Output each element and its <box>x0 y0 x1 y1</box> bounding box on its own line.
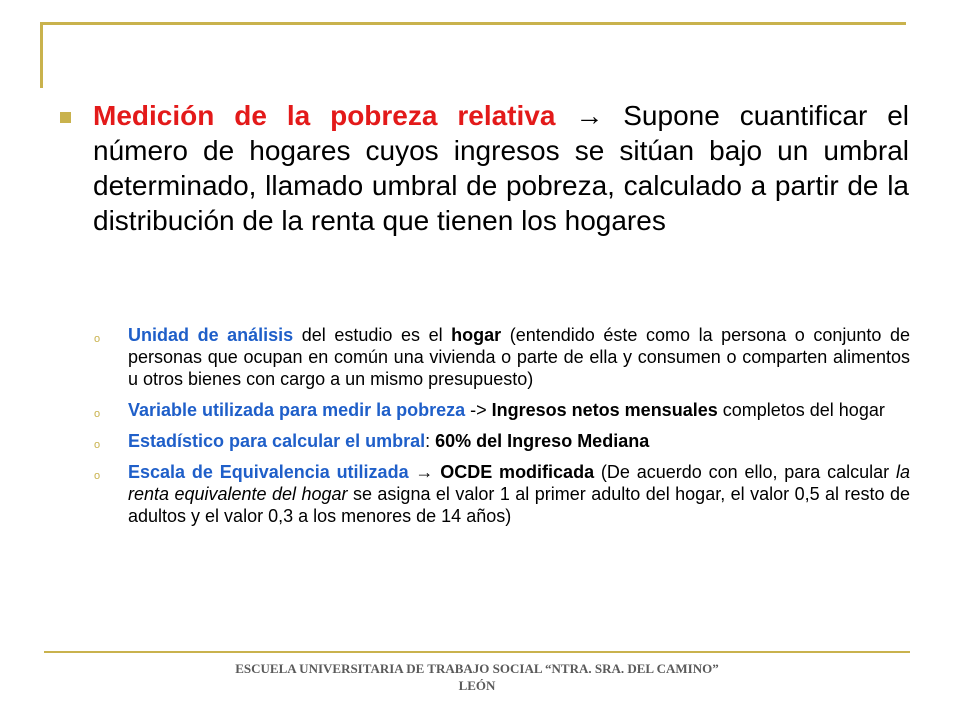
main-heading: Medición de la pobreza relativa <box>93 100 556 131</box>
item-label: Variable utilizada para medir la pobreza <box>128 400 466 420</box>
main-description: Supone cuantificar el número de hogares cuyos ingresos se sitúan bajo un umbral determinado, llamado umbral de pobreza, calculado a partir de la distribución de la renta que tienen los hogares <box>93 100 910 236</box>
circle-bullet-icon: o <box>94 333 101 345</box>
main-bullet <box>60 98 910 238</box>
item-bold: Ingresos netos mensuales <box>491 400 718 420</box>
item-text: : <box>425 431 436 451</box>
item-text: del estudio es el <box>293 325 452 345</box>
item-label: Estadístico para calcular el umbral <box>128 431 426 451</box>
list-item <box>94 324 910 390</box>
list-item <box>94 430 910 452</box>
item-label: Unidad de análisis <box>128 325 294 345</box>
circle-bullet-icon: o <box>94 439 101 451</box>
item-text: (De acuerdo con ello, para calcular <box>594 462 896 482</box>
top-border-line <box>40 22 906 25</box>
item-bold: hogar <box>451 325 502 345</box>
item-italic: la renta equivalente del hogar <box>128 462 910 504</box>
item-text: -> <box>465 400 492 420</box>
item-text: se asigna el valor 1 al primer adulto del hogar, el valor 0,5 al resto de adultos y el valor 0,3 a los menores de 14 años) <box>128 484 910 526</box>
circle-bullet-icon: o <box>94 470 101 482</box>
square-bullet-icon <box>60 112 71 123</box>
item-text: (entendido éste como la persona o conjunto de personas que ocupan en común una vivienda o parte de ella y consumen o comparten alimentos u otros bienes con cargo a un mismo presupuesto) <box>128 325 911 389</box>
list-item <box>94 461 910 527</box>
main-bullet-text <box>93 98 909 238</box>
list-item <box>94 399 910 421</box>
item-text: completos del hogar <box>717 400 885 420</box>
footer-divider <box>44 651 910 653</box>
arrow-icon: → <box>408 462 441 482</box>
arrow-icon: → <box>575 100 604 131</box>
footer-line-1: ESCUELA UNIVERSITARIA DE TRABAJO SOCIAL “NTRA. SRA. DEL CAMINO” <box>235 661 719 676</box>
item-bold: 60% del Ingreso Mediana <box>435 431 650 451</box>
sub-list <box>94 324 910 536</box>
left-border-line <box>40 22 43 88</box>
footer-line-2: LEÓN <box>458 678 496 693</box>
item-bold: OCDE modificada <box>440 462 595 482</box>
circle-bullet-icon: o <box>94 408 101 420</box>
footer <box>44 660 910 694</box>
item-label: Escala de Equivalencia utilizada <box>128 462 409 482</box>
